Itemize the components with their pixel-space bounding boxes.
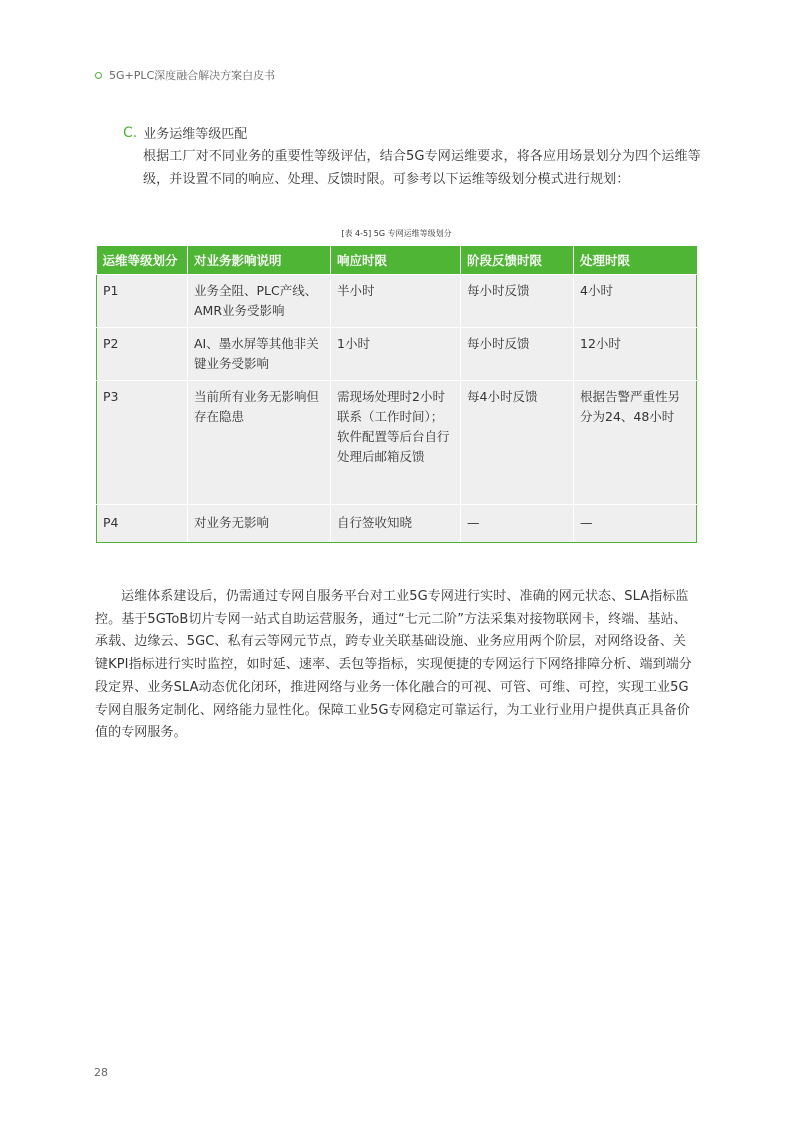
ops-level-table (96, 246, 697, 543)
body-paragraph: 运维体系建设后，仍需通过专网自服务平台对工业5G专网进行实时、准确的网元状态、SLA指标监控。基于5GToB切片专网一站式自助运营服务，通过“七元二阶”方法采集对接物联网卡，终端、基站、承载、边缘云、5GC、私有云等网元节点，跨专业关联基础设施、业务应用两个阶层，对网络设备、关键KPI指标进行实时监控，如时延、速率、丢包等指标，实现便捷的专网运行下网络排障分析、端到端分段定界、业务SLA动态优化闭环，推进网络与业务一体化融合的可视、可管、可维、可控，实现工业5G专网自服务定制化、网络能力显性化。保障工业5G专网稳定可靠运行，为工业行业用户提供真正具备价值的专网服务。 (95, 589, 692, 741)
circle-bullet-icon (95, 72, 102, 79)
table-cell: P3 (97, 380, 188, 504)
intro-paragraph: 根据工厂对不同业务的重要性等级评估，结合5G专网运维要求，将各应用场景划分为四个运维等级，并设置不同的响应、处理、反馈时限。可参考以下运维等级划分模式进行规划： (143, 149, 701, 187)
page-number: 28 (94, 1066, 108, 1079)
document-title: 5G+PLC深度融合解决方案白皮书 (109, 69, 276, 82)
section-heading (123, 123, 247, 142)
table-cell: P2 (97, 327, 188, 380)
table-cell: 1小时 (331, 327, 461, 380)
table-cell: — (461, 504, 574, 542)
table-row (97, 504, 697, 542)
table-cell: 半小时 (331, 274, 461, 327)
table-cell: 12小时 (574, 327, 697, 380)
table-caption: [表 4-5] 5G 专网运维等级划分 (341, 229, 452, 238)
header-cell: 运维等级划分 (97, 246, 188, 274)
table-cell: 对业务无影响 (188, 504, 331, 542)
table-cell: 每4小时反馈 (461, 380, 574, 504)
table-cell: P1 (97, 274, 188, 327)
page-header (95, 67, 275, 83)
table-row (97, 327, 697, 380)
section-letter: C. (123, 124, 138, 141)
table-cell: AI、墨水屏等其他非关键业务受影响 (188, 327, 331, 380)
header-cell: 响应时限 (331, 246, 461, 274)
table-cell: — (574, 504, 697, 542)
section-title: 业务运维等级匹配 (143, 127, 248, 142)
header-cell: 阶段反馈时限 (461, 246, 574, 274)
table-cell: P4 (97, 504, 188, 542)
table-row (97, 380, 697, 504)
table-cell: 自行签收知晓 (331, 504, 461, 542)
table-cell: 需现场处理时2小时联系（工作时间）；软件配置等后台自行处理后邮箱反馈 (331, 380, 461, 504)
table-header-row (97, 246, 697, 274)
table-cell: 每小时反馈 (461, 327, 574, 380)
header-cell: 处理时限 (574, 246, 697, 274)
table-cell: 4小时 (574, 274, 697, 327)
table-cell: 根据告警严重性另分为24、48小时 (574, 380, 697, 504)
header-cell: 对业务影响说明 (188, 246, 331, 274)
table-row (97, 274, 697, 327)
table-cell: 当前所有业务无影响但存在隐患 (188, 380, 331, 504)
table-cell: 业务全阻、PLC产线、AMR业务受影响 (188, 274, 331, 327)
table-cell: 每小时反馈 (461, 274, 574, 327)
